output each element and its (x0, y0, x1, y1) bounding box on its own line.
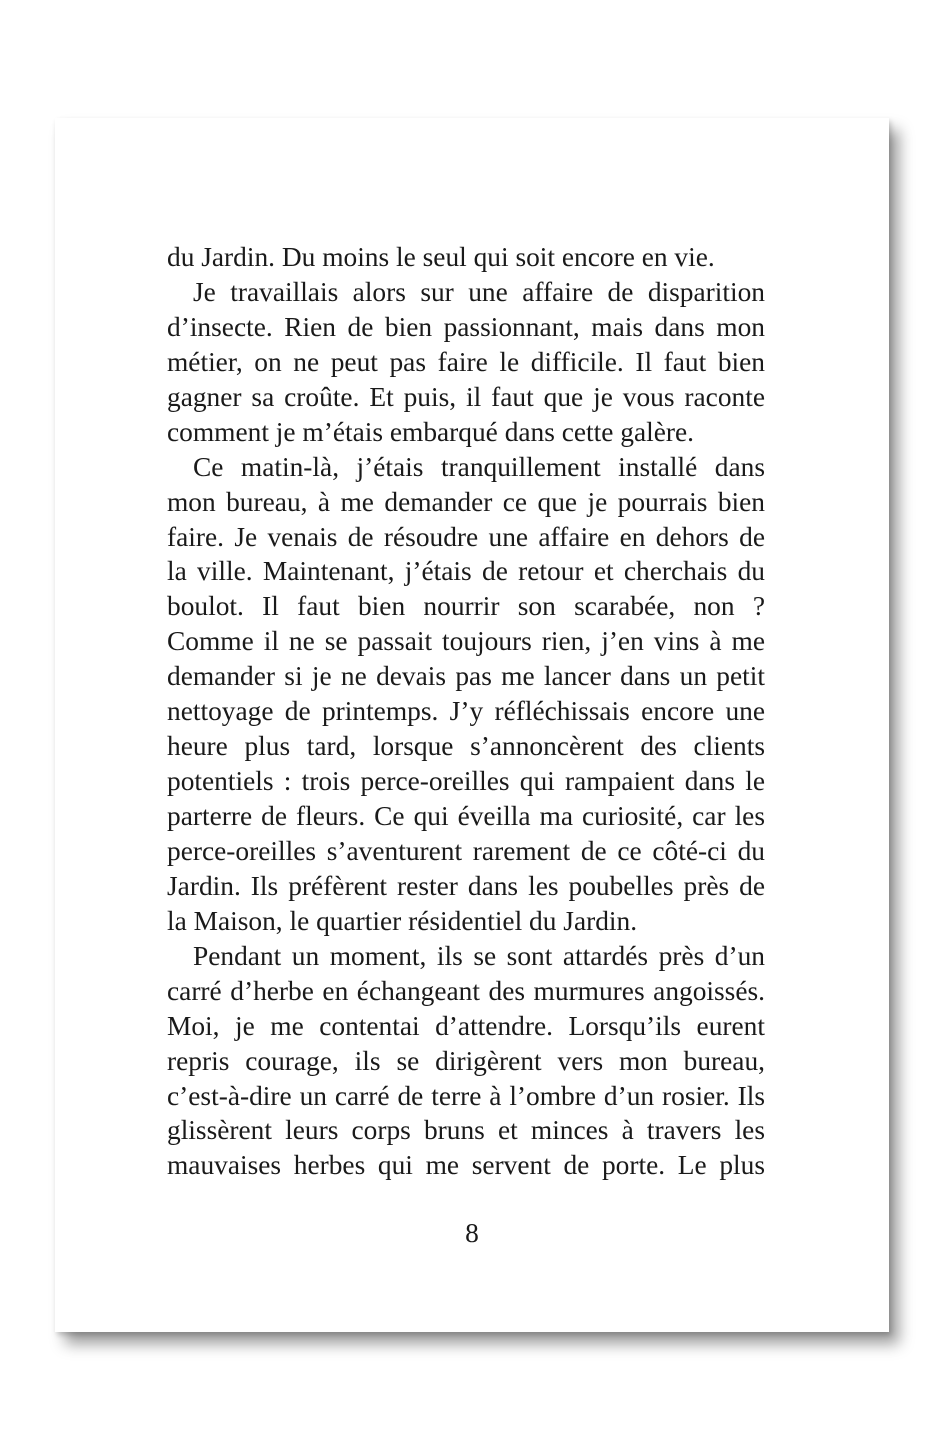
text-line: Pendant un moment, ils se sont attardés près d’un (193, 940, 765, 971)
text-line: la ville. Maintenant, j’étais de retour et cherchais du (167, 556, 765, 587)
text-line: mauvaises herbes qui me servent de porte. Le plus (167, 1150, 765, 1181)
text-line: carré d’herbe en échangeant des murmures angoissés. (167, 975, 765, 1006)
text-line: d’insecte. Rien de bien passionnant, mais dans mon (167, 311, 765, 342)
text-line: nettoyage de printemps. J’y réfléchissais encore une (167, 696, 765, 727)
text-line: métier, on ne peut pas faire le difficile. Il faut bien (167, 346, 765, 377)
text-line: Ce matin-là, j’étais tranquillement installé dans (193, 451, 765, 482)
text-line: c’est-à-dire un carré de terre à l’ombre d’un rosier. Ils (167, 1080, 765, 1111)
page-number: 8 (465, 1218, 479, 1248)
text-line: Je travaillais alors sur une affaire de disparition (193, 276, 765, 307)
text-line: parterre de fleurs. Ce qui éveilla ma curiosité, car les (167, 801, 765, 831)
text-line: mon bureau, à me demander ce que je pourrais bien (167, 486, 765, 517)
text-line: demander si je ne devais pas me lancer dans un petit (167, 661, 765, 692)
body-text (167, 240, 765, 1183)
text-line: boulot. Il faut bien nourrir son scarabée, non ? (167, 591, 765, 622)
text-line: Comme il ne se passait toujours rien, j’en vins à me (167, 626, 765, 657)
text-line: heure plus tard, lorsque s’annoncèrent des clients (167, 731, 765, 762)
text-line: potentiels : trois perce-oreilles qui rampaient dans le (167, 766, 765, 797)
text-line: comment je m’étais embarqué dans cette galère. (167, 416, 695, 447)
text-line: du Jardin. Du moins le seul qui soit encore en vie. (167, 242, 715, 272)
book-page (55, 118, 889, 1332)
text-line: faire. Je venais de résoudre une affaire en dehors de (167, 521, 765, 552)
text-line: repris courage, ils se dirigèrent vers mon bureau, (167, 1045, 765, 1076)
text-line: Jardin. Ils préfèrent rester dans les poubelles près de (167, 870, 765, 901)
text-line: la Maison, le quartier résidentiel du Jardin. (167, 905, 638, 936)
text-line: glissèrent leurs corps bruns et minces à travers les (167, 1115, 765, 1146)
text-line: gagner sa croûte. Et puis, il faut que je vous raconte (167, 381, 765, 412)
text-line: Moi, je me contentai d’attendre. Lorsqu’ils eurent (167, 1010, 765, 1041)
text-line: perce-oreilles s’aventurent rarement de ce côté-ci du (167, 835, 765, 866)
